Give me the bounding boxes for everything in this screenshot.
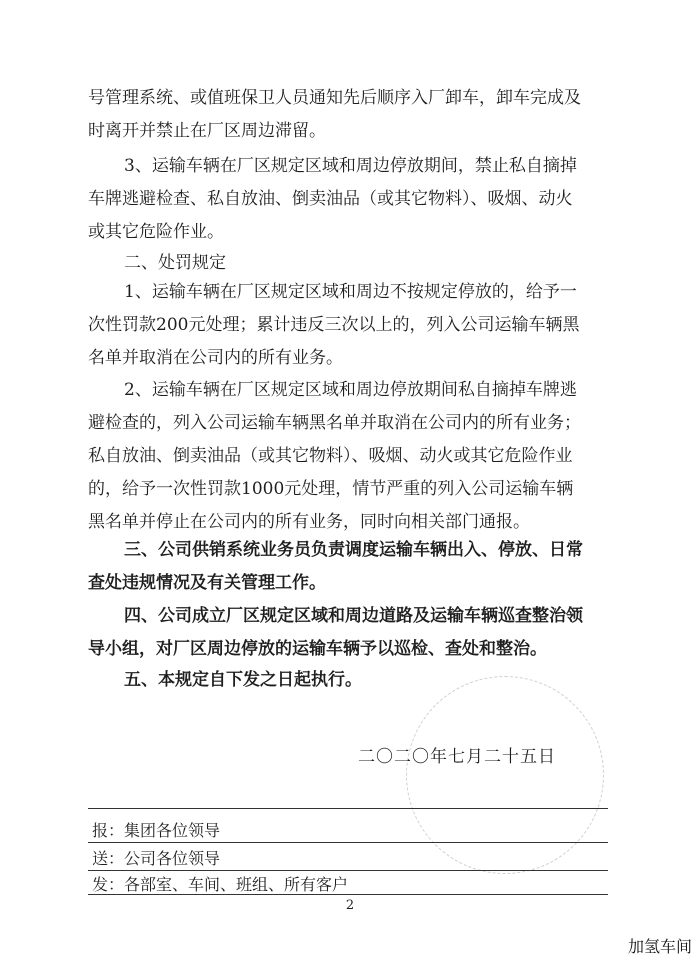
distribution-report: 报：集团各位领导	[92, 821, 221, 840]
issue-date: 二〇二〇年七月二十五日	[358, 747, 556, 767]
divider	[88, 842, 608, 843]
watermark-label: 加氢车间	[627, 937, 692, 956]
page-number: 2	[345, 898, 355, 913]
distribution-send: 送：公司各位领导	[92, 849, 221, 868]
text-line: 导小组，对厂区周边停放的运输车辆予以巡检、查处和整治。	[88, 639, 547, 659]
text-line: 黑名单并停止在公司内的所有业务，同时向相关部门通报。	[88, 512, 530, 532]
divider-top	[88, 808, 608, 809]
divider-bottom	[88, 894, 608, 895]
distribution-issue: 发：各部室、车间、班组、所有客户	[92, 875, 349, 894]
text-line: 避检查的，列入公司运输车辆黑名单并取消在公司内的所有业务；	[88, 413, 581, 433]
text-line: 三、公司供销系统业务员负责调度运输车辆出入、停放、日常	[124, 540, 583, 560]
text-line: 2、运输车辆在厂区规定区域和周边停放期间私自摘掉车牌逃	[124, 380, 577, 400]
paragraph-section-3	[88, 534, 634, 600]
paragraph-vehicle-entry	[88, 82, 634, 148]
text-line: 3、运输车辆在厂区规定区域和周边停放期间，禁止私自摘掉	[124, 156, 577, 176]
faded-seal-stamp	[406, 676, 604, 874]
text-line: 车牌逃避检查、私自放油、倒卖油品（或其它物料）、吸烟、动火	[88, 189, 573, 209]
text-line: 次性罚款200元处理；累计违反三次以上的，列入公司运输车辆黑	[88, 315, 580, 335]
text-line: 号管理系统、或值班保卫人员通知先后顺序入厂卸车，卸车完成及	[88, 88, 581, 108]
text-line: 1、运输车辆在厂区规定区域和周边不按规定停放的，给予一	[124, 282, 577, 302]
text-line: 私自放油、倒卖油品（或其它物料）、吸烟、动火或其它危险作业	[88, 446, 573, 466]
text-line: 查处违规情况及有关管理工作。	[88, 573, 326, 593]
divider	[88, 870, 608, 871]
text-line: 名单并取消在公司内的所有业务。	[88, 348, 343, 368]
paragraph-rule-3	[88, 150, 634, 249]
text-line: 的，给予一次性罚款1000元处理，情节严重的列入公司运输车辆	[88, 479, 574, 499]
paragraph-penalty-1	[88, 276, 634, 375]
paragraph-penalty-2	[88, 374, 634, 539]
text-line: 或其它危险作业。	[88, 222, 224, 242]
paragraph-section-4	[88, 600, 634, 666]
text-line: 五、本规定自下发之日起执行。	[124, 670, 362, 690]
text-line: 四、公司成立厂区规定区域和周边道路及运输车辆巡查整治领	[124, 606, 583, 626]
section-heading-penalties: 二、处罚规定	[124, 253, 226, 273]
text-line: 时离开并禁止在厂区周边滞留。	[88, 121, 326, 141]
